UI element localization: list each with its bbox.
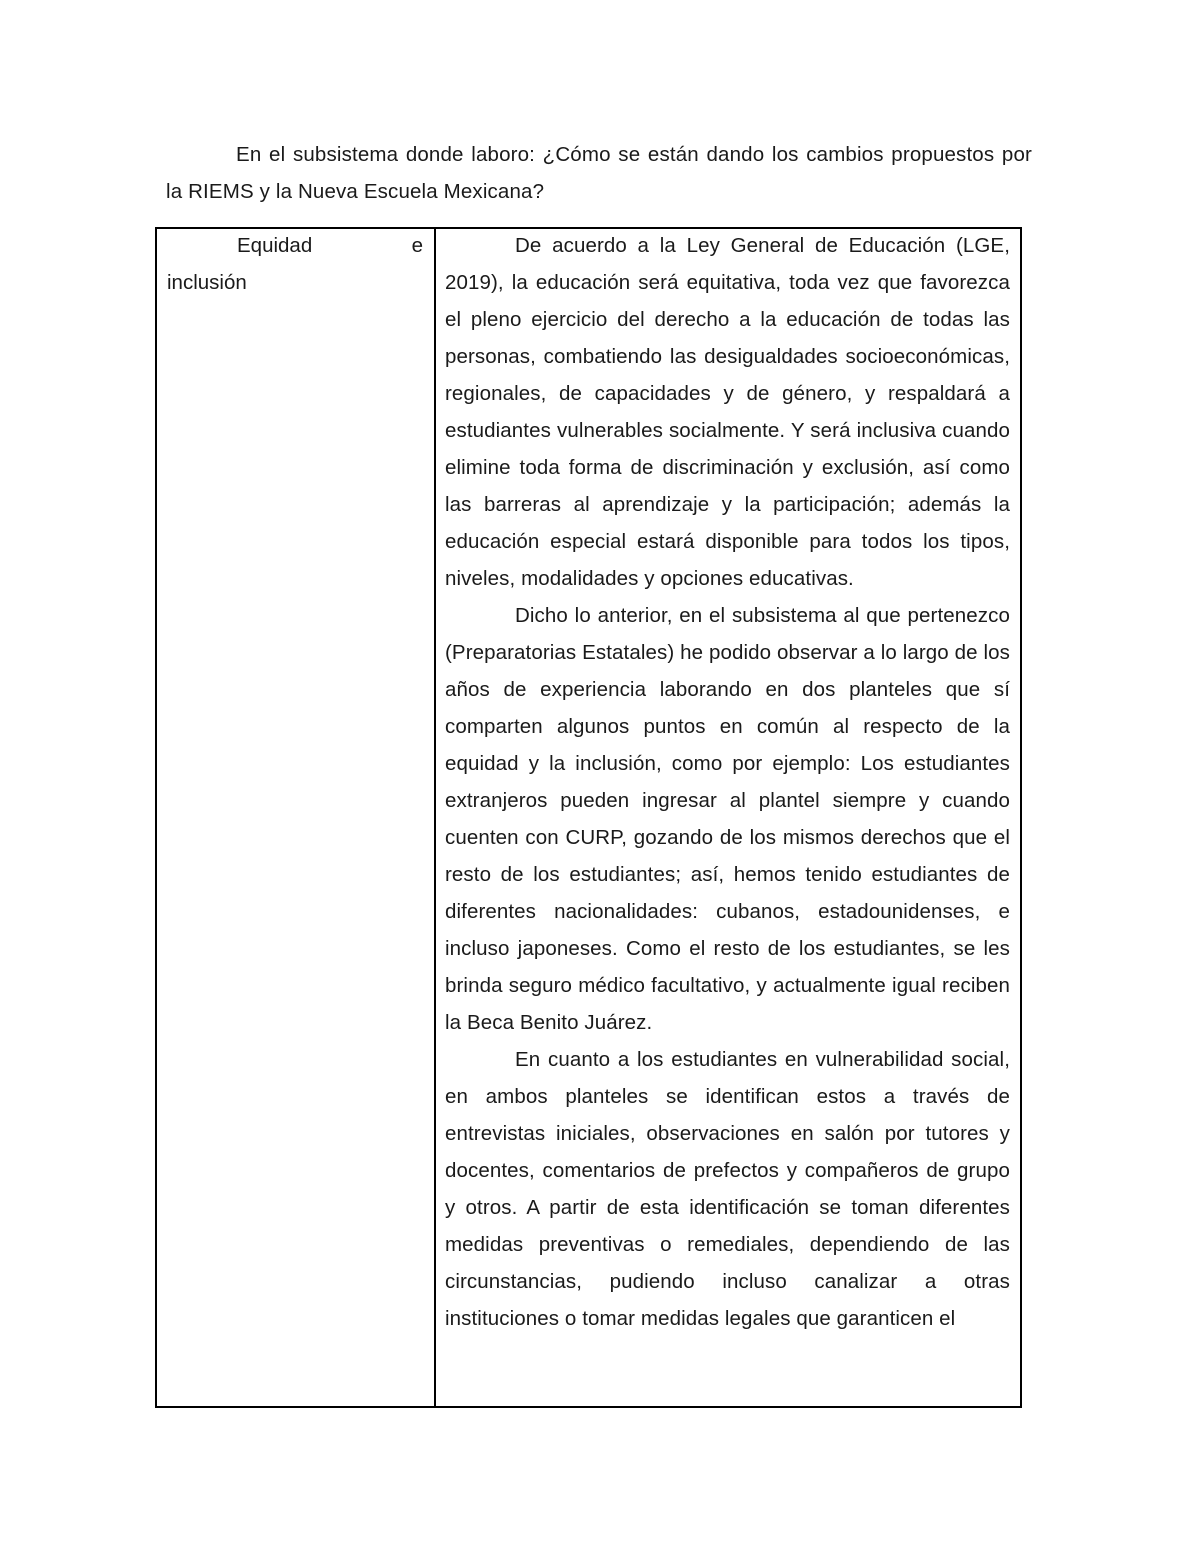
topic-first-line	[167, 227, 423, 264]
content-table	[155, 227, 1022, 1408]
description-paragraph-3: En cuanto a los estudiantes en vulnerabilidad social, en ambos planteles se identifican estos a través de entrevistas iniciales, observaciones en salón por tutores y docentes, comentarios de prefectos y compañeros de grupo y otros. A partir de esta identificación se toman diferentes medidas preventivas o remediales, dependiendo de las circunstancias, pudiendo incluso canalizar a otras instituciones o tomar medidas legales que garanticen el	[445, 1048, 1010, 1330]
topic-word-e: e	[411, 234, 423, 257]
question-paragraph: En el subsistema donde laboro: ¿Cómo se están dando los cambios propuestos por la RIEMS y la Nueva Escuela Mexicana?	[166, 143, 1032, 203]
description-paragraph-1: De acuerdo a la Ley General de Educación (LGE, 2019), la educación será equitativa, toda vez que favorezca el pleno ejercicio del derecho a la educación de todas las personas, combatiendo las desigualdades socioeconómicas, regionales, de capacidades y de género, y respaldará a estudiantes vulnerables socialmente. Y será inclusiva cuando elimine toda forma de discriminación y exclusión, así como las barreras al aprendizaje y la participación; además la educación especial estará disponible para todos los tipos, niveles, modalidades y opciones educativas.	[445, 234, 1010, 590]
topic-cell	[167, 227, 423, 301]
description-paragraph-2: Dicho lo anterior, en el subsistema al que pertenezco (Preparatorias Estatales) he podido observar a lo largo de los años de experiencia laborando en dos planteles que sí comparten algunos puntos en común al respecto de la equidad y la inclusión, como por ejemplo: Los estudiantes extranjeros pueden ingresar al plantel siempre y cuando cuenten con CURP, gozando de los mismos derechos que el resto de los estudiantes; así, hemos tenido estudiantes de diferentes nacionalidades: cubanos, estadounidenses, e incluso japoneses. Como el resto de los estudiantes, se les brinda seguro médico facultativo, y actualmente igual reciben la Beca Benito Juárez.	[445, 604, 1010, 1034]
description-cell	[445, 227, 1010, 1337]
table-column-divider	[434, 229, 436, 1406]
topic-word-inclusion: inclusión	[167, 271, 247, 294]
topic-word-equidad: Equidad	[237, 234, 313, 257]
